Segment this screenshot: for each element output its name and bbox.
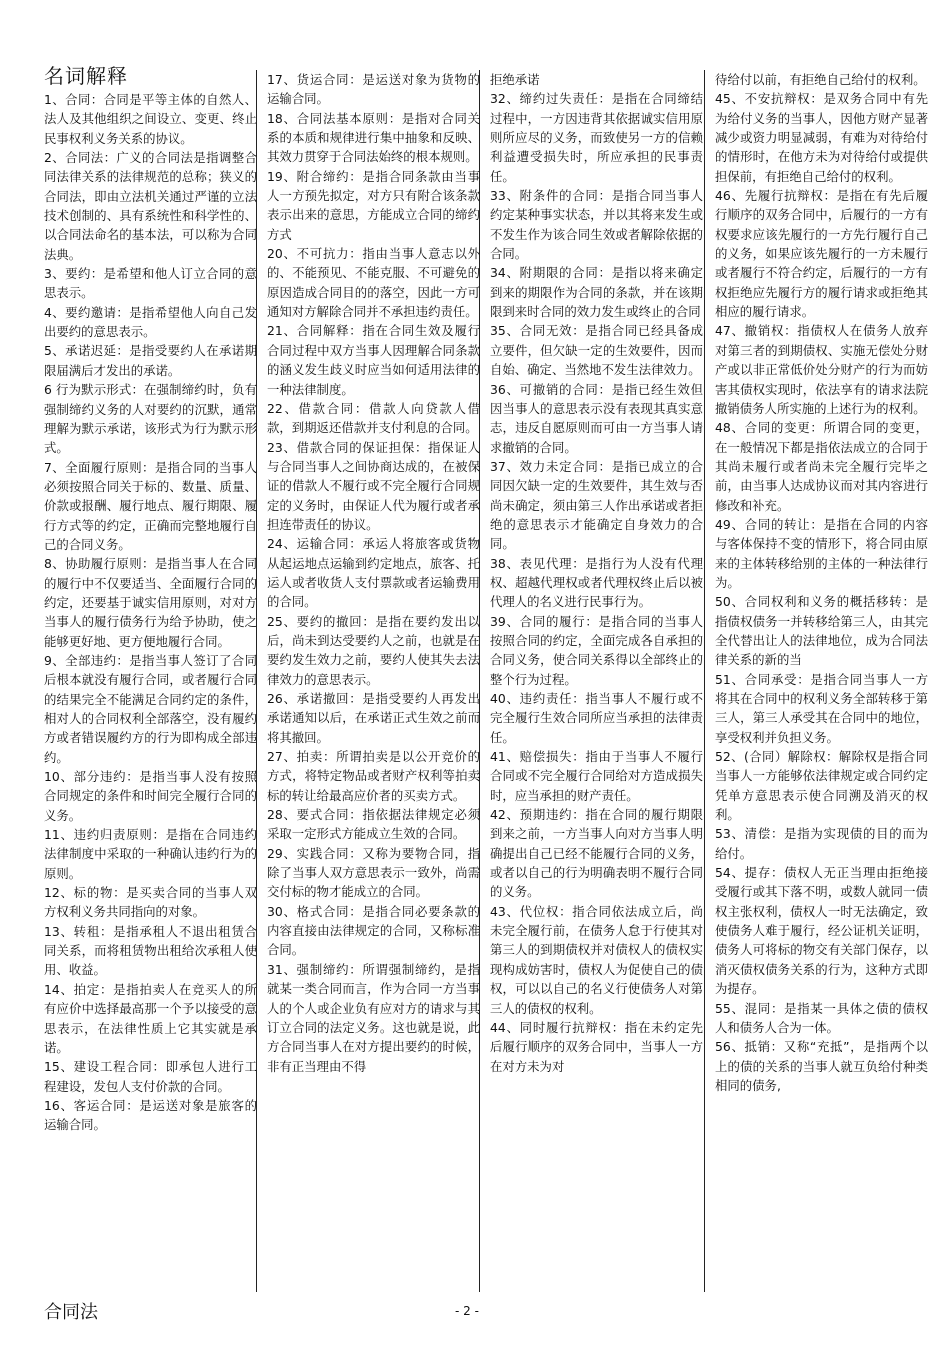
definition-entry: 49、合同的转让：是指在合同的内容与客体保持不变的情形下，将合同由原来的主体转移给别的主体的一种法律行为。 xyxy=(715,516,928,590)
footer-section-title: 合同法 xyxy=(44,1302,98,1323)
definition-entry: 8、协助履行原则：是指当事人在合同的履行中不仅要适当、全面履行合同的约定，还要基于诚实信用原则，对对方当事人的履行债务行为给予协助，使之能够更好地、更方便地履行合同。 xyxy=(44,556,257,649)
definition-entry: 29、实践合同：又称为要物合同，指除了当事人双方意思表示一致外，尚需交付标的物才能成立的合同。 xyxy=(267,845,480,900)
definition-entry: 44、同时履行抗辩权：指在未约定先后履行顺序的双务合同中，当事人一方在对方未为对 xyxy=(490,1019,703,1074)
definition-entry: 1、合同：合同是平等主体的自然人、法人及其他组织之间设立、变更、终止民事权利义务关系的协议。 xyxy=(44,92,257,146)
definition-entry: 18、合同法基本原则：是指对合同关系的本质和规律进行集中抽象和反映、其效力贯穿于合同法始终的根本规则。 xyxy=(267,110,480,165)
text-column-4 xyxy=(715,70,928,1295)
definition-entry: 33、附条件的合同：是指合同当事人约定某种事实状态，并以其将来发生或不发生作为该合同生效或者解除依据的合同。 xyxy=(490,188,703,262)
definition-entry: 9、全部违约：是指当事人签订了合同后根本就没有履行合同，或者履行合同的结果完全不能满足合同约定的条件，相对人的合同权利全部落空，没有履约方或者错误履约方的行为即构成全部违约。 xyxy=(44,652,257,765)
definition-entry: 14、拍定：是指拍卖人在竞买人的所有应价中选择最高那一个予以接受的意思表示，在法律性质上它其实就是承诺。 xyxy=(44,981,257,1055)
definition-entry: 54、提存：债权人无正当理由拒绝接受履行或其下落不明，或数人就同一债权主张权利，债权人一时无法确定，致使债务人难于履行，经公证机关证明，债务人可将标的物交有关部门保存，以消灭债权债务关系的行为，这种方式即为提存。 xyxy=(715,865,928,997)
definition-entry: 39、合同的履行：是指合同的当事人按照合同的约定，全面完成各自承担的合同义务，使合同关系得以全部终止的整个行为过程。 xyxy=(490,613,703,687)
definition-entry: 31、强制缔约：所谓强制缔约，是指就某一类合同而言，作为合同一方当事人的个人或企业负有应对方的请求与其订立合同的法定义务。这也就是说，此方合同当事人在对方提出要约的时候，非有正当理由不得 xyxy=(267,961,480,1074)
text-column-2 xyxy=(267,70,480,1295)
definition-entry: 23、借款合同的保证担保：指保证人与合同当事人之间协商达成的，在被保证的借款人不履行或不完全履行合同规定的义务时，由保证人代为履行或者承担连带责任的协议。 xyxy=(267,439,480,532)
definition-entry: 10、部分违约：是指当事人没有按照合同规定的条件和时间完全履行合同的义务。 xyxy=(44,769,257,823)
definition-entry: 26、承诺撤回：是指受要约人再发出承诺通知以后，在承诺正式生效之前而将其撤回。 xyxy=(267,691,480,745)
definition-entry: 24、运输合同：承运人将旅客或货物从起运地点运输到约定地点，旅客、托运人或者收货人支付票款或者运输费用的合同。 xyxy=(267,536,480,610)
definition-entry: 40、违约责任：指当事人不履行或不完全履行生效合同所应当承担的法律责任。 xyxy=(490,691,703,745)
column-divider xyxy=(704,70,705,1292)
definition-entry: 48、合同的变更：所谓合同的变更，在一般情况下都是指依法成立的合同于其尚未履行或者尚未完全履行完毕之前，由当事人达成协议而对其内容进行修改和补充。 xyxy=(715,420,928,513)
definition-entry: 27、拍卖：所谓拍卖是以公开竞价的方式，将特定物品或者财产权利等拍卖标的转让给最高应价者的买卖方式。 xyxy=(267,749,480,803)
definition-entry: 13、转租：是指承租人不退出租赁合同关系，而将租赁物出租给次承租人使用、收益。 xyxy=(44,923,257,978)
text-column-1 xyxy=(44,90,257,1295)
definition-entry: 51、合同承受：是指合同当事人一方将其在合同中的权利义务全部转移于第三人，第三人承受其在合同中的地位，享受权利并负担义务。 xyxy=(715,671,928,745)
definition-entry: 21、合同解释：指在合同生效及履行合同过程中双方当事人因理解合同条款的涵义发生歧义时应当如何适用法律的一种法律制度。 xyxy=(267,323,480,397)
text-column-3 xyxy=(490,70,703,1295)
definition-entry: 34、附期限的合同：是指以将来确定到来的期限作为合同的条款，并在该期限到来时合同的效力发生或终止的合同 xyxy=(490,265,703,320)
definition-entry: 待给付以前，有拒绝自己给付的权利。 xyxy=(715,72,926,87)
page-title: 名词解释 xyxy=(44,64,128,88)
definition-entry: 56、抵销：又称“充抵”，是指两个以上的债的关系的当事人就互负给付种类相同的债务, xyxy=(715,1039,928,1093)
definition-entry: 50、合同权利和义务的概括移转：是指债权债务一并转移给第三人，由其完全代替出让人的法律地位，成为合同法律关系的新的当 xyxy=(715,594,928,668)
definition-entry: 32、缔约过失责任：是指在合同缔结过程中，一方因违背其依据诚实信用原则所应尽的义务，而致使另一方的信赖利益遭受损失时，所应承担的民事责任。 xyxy=(490,91,703,184)
definition-entry: 4、要约邀请：是指希望他人向自己发出要约的意思表示。 xyxy=(44,304,257,340)
definition-entry: 19、附合缔约：是指合同条款由当事人一方预先拟定，对方只有附合该条款表示出来的意思，方能成立合同的缔约方式 xyxy=(267,168,480,242)
definition-entry: 37、效力未定合同：是指已成立的合同因欠缺一定的生效要件，其生效与否尚未确定，须由第三人作出承诺或者拒绝的意思表示才能确定自身效力的合同。 xyxy=(490,458,703,552)
page-number: - 2 - xyxy=(455,1304,479,1318)
definition-entry: 5、承诺迟延：是指受要约人在承诺期限届满后才发出的承诺。 xyxy=(44,343,257,378)
definition-entry: 16、客运合同：是运送对象是旅客的运输合同。 xyxy=(44,1097,257,1133)
definition-entry: 22、借款合同：借款人向贷款人借款，到期返还借款并支付利息的合同。 xyxy=(267,400,480,436)
definition-entry: 45、不安抗辩权：是双务合同中有先为给付义务的当事人，因他方财产显著减少或资力明显减弱，有难为对待给付的情形时，在他方未为对待给付或提供担保前，有拒绝自己给付的权利。 xyxy=(715,91,928,184)
definition-entry: 15、建设工程合同：即承包人进行工程建设，发包人支付价款的合同。 xyxy=(44,1059,257,1094)
definition-entry: 17、货运合同：是运送对象为货物的运输合同。 xyxy=(267,72,480,107)
definition-entry: 53、清偿：是指为实现债的目的而为给付。 xyxy=(715,826,928,861)
definition-entry: 6 行为默示形式：在强制缔约时，负有强制缔约义务的人对要约的沉默，通常理解为默示承诺，该形式为行为默示形式。 xyxy=(44,382,257,456)
definition-entry: 25、要约的撤回：是指在要约发出以后，尚未到达受要约人之前，也就是在要约发生效力之前，要约人使其失去法律效力的意思表示。 xyxy=(267,613,480,687)
definition-entry: 42、预期违约：指在合同的履行期限到来之前，一方当事人向对方当事人明确提出自己已经不能履行合同的义务，或者以自己的行为明确表明不履行合同的义务。 xyxy=(490,807,703,900)
definition-entry: 30、格式合同：是指合同必要条款的内容直接由法律规定的合同，又称标准合同。 xyxy=(267,903,480,958)
definition-entry: 3、要约：是希望和他人订立合同的意思表示。 xyxy=(44,266,257,301)
definition-entry: 拒绝承诺 xyxy=(490,72,540,87)
definition-entry: 41、赔偿损失：指由于当事人不履行合同或不完全履行合同给对方造成损失时，应当承担的财产责任。 xyxy=(490,749,703,803)
definition-entry: 36、可撤销的合同：是指已经生效但因当事人的意思表示没有表现其真实意志，违反自愿原则而可由一方当事人请求撤销的合同。 xyxy=(490,381,703,455)
definition-entry: 20、不可抗力：指由当事人意志以外的、不能预见、不能克服、不可避免的原因造成合同目的的落空，因此一方可通知对方解除合同并不承担违约责任。 xyxy=(267,246,480,320)
definition-entry: 35、合同无效：是指合同已经具备成立要件，但欠缺一定的生效要件，因而自始、确定、当然地不发生法律效力。 xyxy=(490,323,703,378)
definition-entry: 28、要式合同：指依据法律规定必须采取一定形式方能成立生效的合同。 xyxy=(267,807,480,842)
definition-entry: 7、全面履行原则：是指合同的当事人必须按照合同关于标的、数量、质量、价款或报酬、履行地点、履行期限、履行方式等的约定，正确而完整地履行自己的合同义务。 xyxy=(44,459,257,552)
definition-entry: 12、标的物：是买卖合同的当事人双方权利义务共同指向的对象。 xyxy=(44,885,257,920)
definition-entry: 43、代位权：指合同依法成立后，尚未完全履行前，在债务人怠于行使其对第三人的到期债权并对债权人的债权实现构成妨害时，债权人为促使自己的债权，可以以自己的名义行使债务人对第三人的债权的权利。 xyxy=(490,903,703,1016)
definition-entry: 38、表见代理：是指行为人没有代理权、超越代理权或者代理权终止后以被代理人的名义进行民事行为。 xyxy=(490,555,703,610)
definition-entry: 46、先履行抗辩权：是指在有先后履行顺序的双务合同中，后履行的一方有权要求应该先履行的一方先行履行自己的义务，如果应该先履行的一方未履行或者履行不符合约定，后履行的一方有权拒绝应先履行方的履行请求或拒绝其相应的履行请求。 xyxy=(715,188,928,320)
definition-entry: 47、撤销权：指债权人在债务人放弃对第三者的到期债权、实施无偿处分财产或以非正常低价处分财产的行为而妨害其债权实现时，依法享有的请求法院撤销债务人所实施的上述行为的权利。 xyxy=(715,323,928,416)
definition-entry: 52、(合同）解除权：解除权是指合同当事人一方能够依法律规定或合同约定凭单方意思表示使合同溯及消灭的权利。 xyxy=(715,749,928,823)
definition-entry: 55、混同：是指某一具体之债的债权人和债务人合为一体。 xyxy=(715,1000,928,1035)
definition-entry: 2、合同法：广义的合同法是指调整合同法律关系的法律规范的总称；狭义的合同法，即由立法机关通过严谨的立法技术创制的、具有系统性和科学性的、以合同法命名的基本法，可以称为合同法典。 xyxy=(44,150,257,262)
definition-entry: 11、违约归责原则：是指在合同违约法律制度中采取的一种确认违约行为的原则。 xyxy=(44,827,257,881)
